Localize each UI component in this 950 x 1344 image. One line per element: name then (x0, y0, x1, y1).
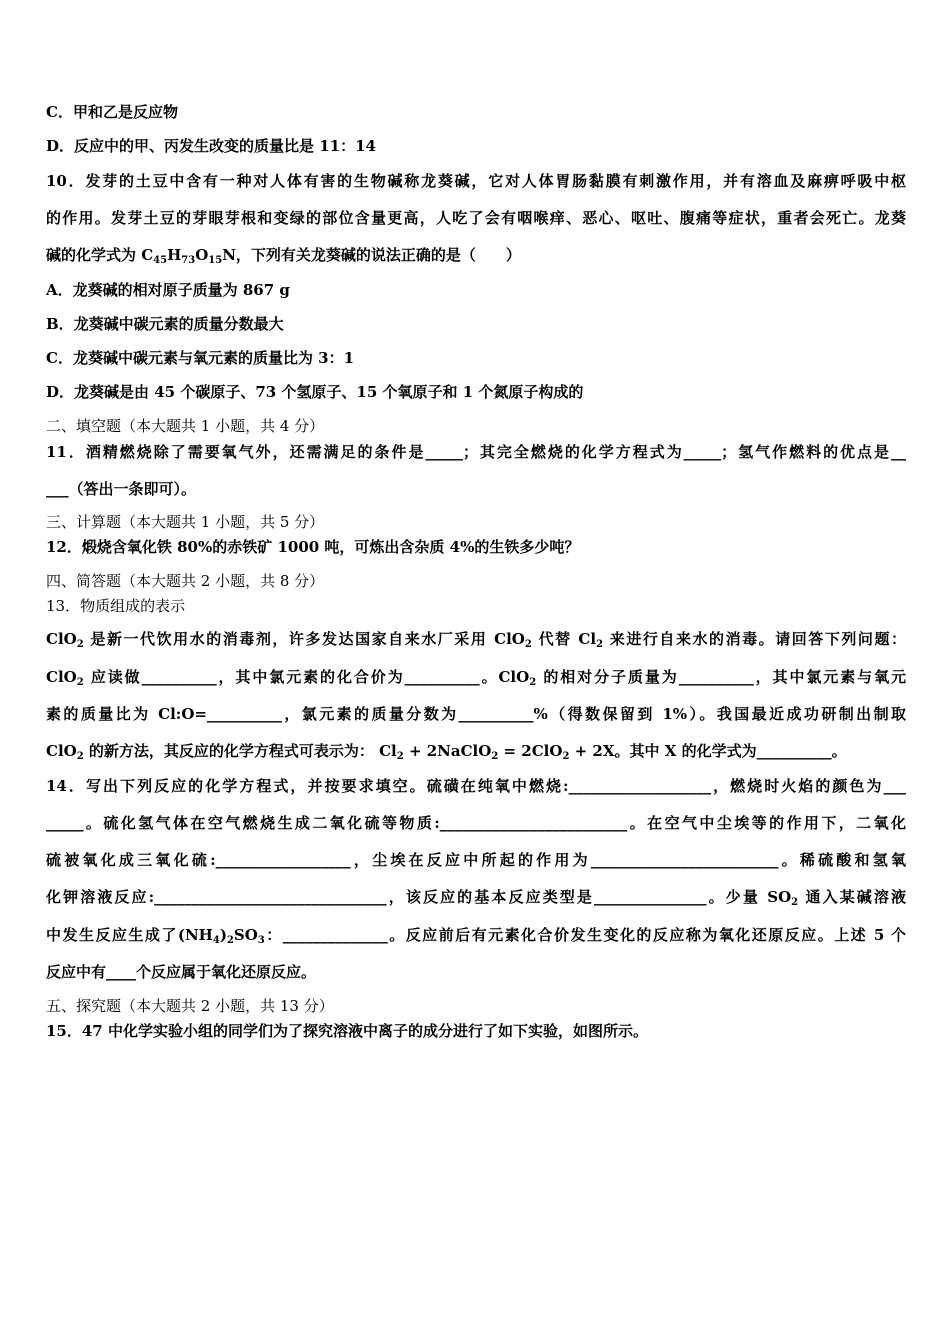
question-13-line-1: ClO$_2$ 是新一代饮用水的消毒剂，许多发达国家自来水厂采用 ClO$_2$ 代替 $Cl_2$ 来进行自来水的消毒。请回答下列问题： (46, 630, 906, 650)
question-13-line-3: 素的质量比为 Cl:O=__________，氯元素的质量分数为__________%（得数保留到 1%）。我国最近成功研制出制取 (46, 705, 906, 723)
question-14-line-4: 化钾溶液反应:_______________________________，该反应的基本反应类型是_______________。少量 $SO_2$ 通入某碱溶液 (46, 888, 906, 908)
question-14-line-5: 中发生反应生成了$(NH_4)_2SO_3$：______________。反应前后有元素化合价发生变化的反应称为氧化还原反应。上述 5 个 (46, 926, 907, 946)
question-14-line-3: 硫被氧化成三氧化硫:__________________，尘埃在反应中所起的作用为_________________________。稀硫酸和氢氧 (46, 851, 906, 869)
option-10a: A．龙葵碱的相对原子质量为 867 g (46, 281, 290, 299)
question-10-stem-line-3: 碱的化学式为 $C_{45}H_{73}O_{15}N$，下列有关龙葵碱的说法正确的是（ ） (46, 246, 521, 266)
question-15: 15．47 中化学实验小组的同学们为了探究溶液中离子的成分进行了如下实验，如图所示。 (46, 1022, 648, 1040)
option-10d: D．龙葵碱是由 45 个碳原子、73 个氢原子、15 个氧原子和 1 个氮原子构成的 (46, 383, 584, 401)
question-12: 12．煅烧含氧化铁 80%的赤铁矿 1000 吨，可炼出含杂质 4%的生铁多少吨？ (46, 538, 580, 556)
section-heading-2: 二、填空题（本大题共 1 小题，共 4 分） (46, 417, 325, 435)
section-heading-5: 五、探究题（本大题共 2 小题，共 13 分） (46, 997, 334, 1015)
question-11-line-2: ___（答出一条即可）。 (46, 480, 197, 498)
question-11-line-1: 11．酒精燃烧除了需要氧气外，还需满足的条件是_____；其完全燃烧的化学方程式为_____；氢气作燃料的优点是__ (46, 443, 906, 461)
question-14-line-2: _____。硫化氢气体在空气燃烧生成二氧化硫等物质:_________________________。在空气中尘埃等的作用下，二氧化 (46, 814, 906, 832)
question-13-line-4: ClO$_2$ 的新方法，其反应的化学方程式可表示为： $Cl_2$ + 2NaClO$_2$ = 2ClO$_2$ + 2X。其中 X 的化学式为__________。 (46, 742, 847, 762)
question-13-title: 13．物质组成的表示 (46, 597, 186, 615)
option-10b: B．龙葵碱中碳元素的质量分数最大 (46, 315, 284, 333)
question-13-line-2: ClO$_2$ 应读做__________，其中氯元素的化合价为__________。ClO$_2$ 的相对分子质量为__________，其中氯元素与氧元 (46, 668, 906, 688)
question-10-stem-line-1: 10．发芽的土豆中含有一种对人体有害的生物碱称龙葵碱，它对人体胃肠黏膜有刺激作用，并有溶血及麻痹呼吸中枢 (46, 172, 906, 190)
question-14-line-6: 反应中有____个反应属于氧化还原反应。 (46, 963, 317, 981)
section-heading-3: 三、计算题（本大题共 1 小题，共 5 分） (46, 513, 325, 531)
question-14-line-1: 14．写出下列反应的化学方程式，并按要求填空。硫磺在纯氧中燃烧:___________________，燃烧时火焰的颜色为___ (46, 777, 906, 795)
option-10c: C．龙葵碱中碳元素与氧元素的质量比为 3：1 (46, 349, 355, 367)
section-heading-4: 四、简答题（本大题共 2 小题，共 8 分） (46, 572, 325, 590)
option-9c: C．甲和乙是反应物 (46, 103, 178, 121)
question-10-stem-line-2: 的作用。发芽土豆的芽眼芽根和变绿的部位含量更高，人吃了会有咽喉痒、恶心、呕吐、腹痛等症状，重者会死亡。龙葵 (46, 209, 906, 227)
option-9d: D．反应中的甲、丙发生改变的质量比是 11：14 (46, 137, 376, 155)
